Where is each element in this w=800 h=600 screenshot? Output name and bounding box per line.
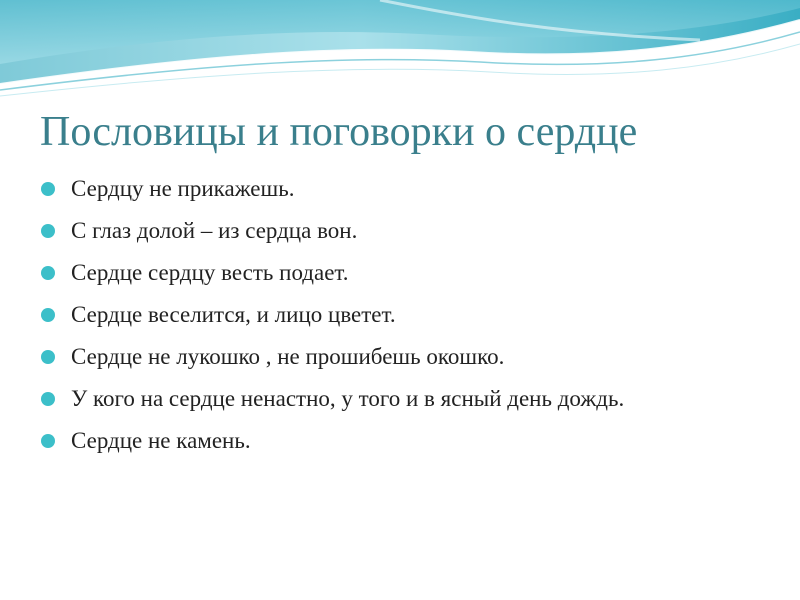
list-item-text: С глаз долой – из сердца вон. bbox=[71, 218, 358, 243]
bullet-dot-icon bbox=[41, 266, 55, 280]
list-item-text: Сердце сердцу весть подает. bbox=[71, 260, 349, 285]
bullet-dot-icon bbox=[41, 308, 55, 322]
list-item bbox=[40, 255, 740, 290]
list-item bbox=[40, 171, 740, 206]
list-item-text: Сердце веселится, и лицо цветет. bbox=[71, 302, 396, 327]
list-item-text: У кого на сердце ненастно, у того и в ясный день дождь. bbox=[71, 386, 625, 411]
list-item bbox=[40, 213, 740, 248]
bullet-dot-icon bbox=[41, 392, 55, 406]
header-wave-decoration bbox=[0, 0, 800, 110]
bullet-dot-icon bbox=[41, 434, 55, 448]
bullet-dot-icon bbox=[41, 350, 55, 364]
slide-title: Пословицы и поговорки о сердце bbox=[40, 109, 638, 155]
bullet-dot-icon bbox=[41, 224, 55, 238]
list-item bbox=[40, 339, 740, 374]
proverb-list bbox=[40, 171, 740, 465]
list-item-text: Сердце не камень. bbox=[71, 428, 251, 453]
list-item bbox=[40, 297, 740, 332]
list-item bbox=[40, 423, 740, 458]
list-item-text: Сердцу не прикажешь. bbox=[71, 176, 295, 201]
list-item bbox=[40, 381, 740, 416]
list-item-text: Сердце не лукошко , не прошибешь окошко. bbox=[71, 344, 505, 369]
bullet-dot-icon bbox=[41, 182, 55, 196]
